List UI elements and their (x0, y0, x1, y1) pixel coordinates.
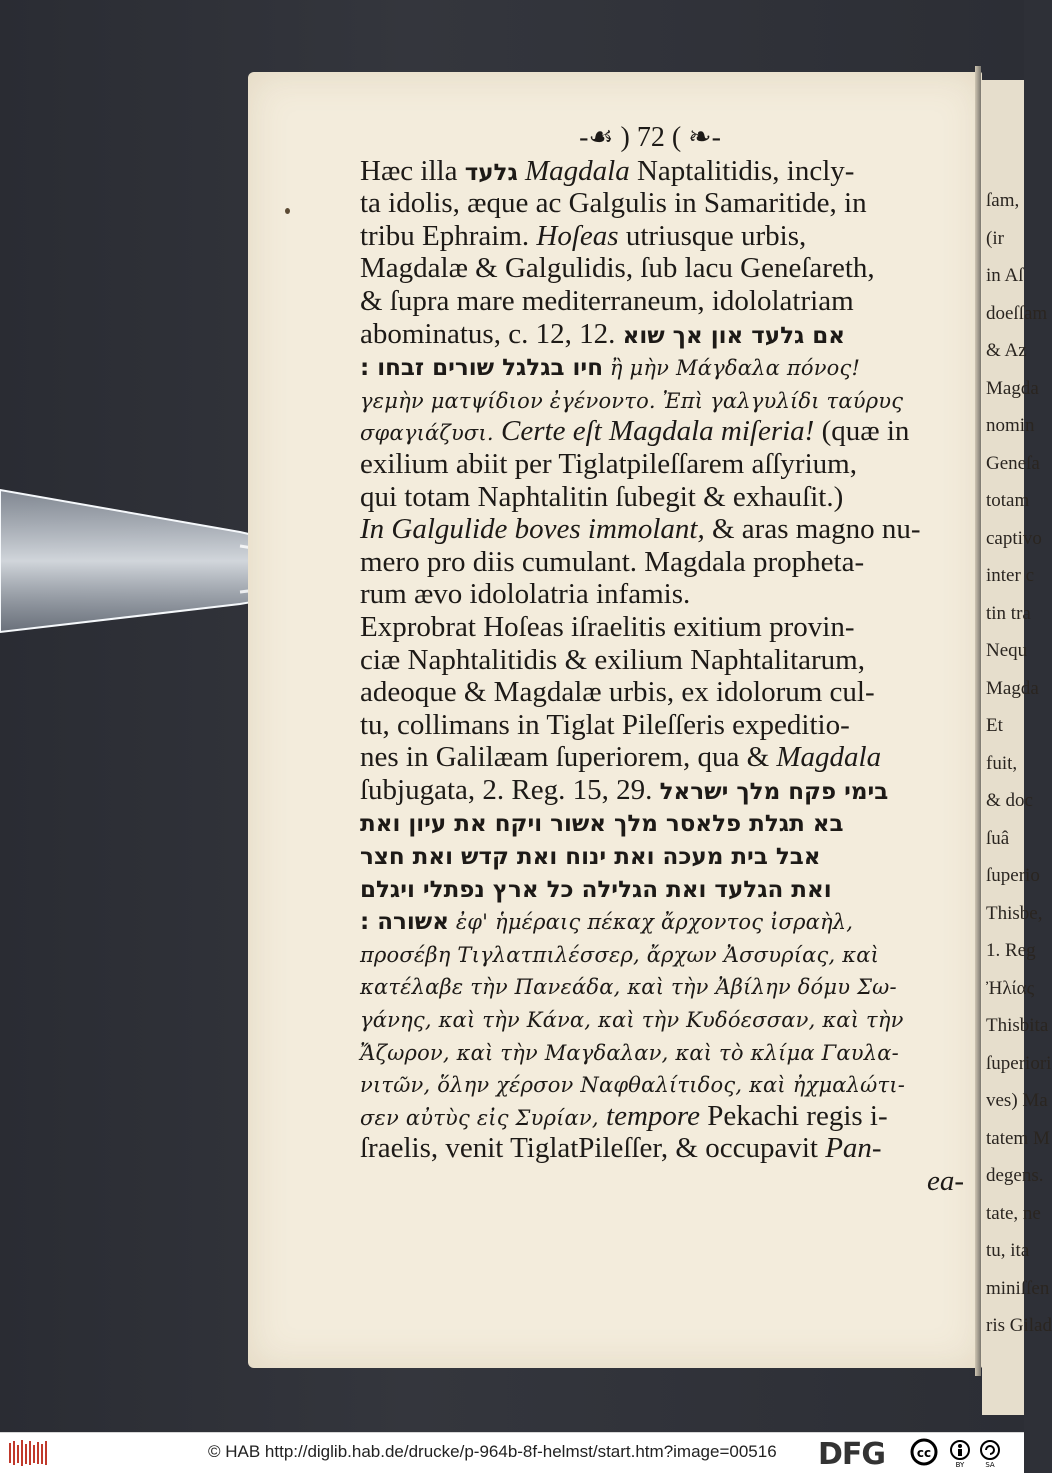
facing-page-line: & doc (986, 790, 1033, 811)
svg-text:cc: cc (916, 1446, 932, 1460)
text-line (360, 155, 950, 188)
dfg-logo[interactable]: DFG (818, 1437, 886, 1472)
facing-page-line: Et (986, 715, 1003, 736)
greek-text: γεμὴν ματψίδιον ἐγένοντο. Ἐπὶ γαλγυλίδι ταύρυς (360, 388, 904, 413)
page-number-header: -☙ ) 72 ( ❧- (579, 122, 721, 153)
facing-page-line: miniſſen (986, 1277, 1050, 1299)
latin-text: Pan- (825, 1132, 882, 1165)
by-label: BY (955, 1461, 965, 1469)
facing-page-line: totam (986, 490, 1030, 511)
facing-page-line: ris Gilad (986, 1315, 1052, 1336)
latin-text: Exprobrat Hoſeas iſraelitis exitium provin- (360, 610, 855, 643)
facing-page-line: Magda (986, 377, 1039, 399)
facing-page-line: doeſſam (986, 302, 1048, 324)
text-line (360, 1100, 950, 1133)
latin-text: abominatus, c. 12, 12. (360, 317, 623, 350)
latin-text: Pekachi regis i- (699, 1099, 888, 1132)
greek-text: νιτῶν, ὅλην χέρσον Ναφθαλίτιδος, καὶ ἠχμαλώτι- (360, 1073, 906, 1098)
hab-logo-icon[interactable] (8, 1439, 48, 1467)
hebrew-text: ואת הגלעד ואת הגלילה כל ארץ נפתלי ויגלם (360, 876, 832, 903)
facing-page-line: in Aſ (986, 265, 1024, 286)
facing-page-line: tin tra (986, 602, 1031, 624)
hebrew-text: אבל בית מעכה ואת ינוח ואת קדש ואת חצר (360, 844, 821, 871)
greek-text: κατέλαβε τὴν Πανεάδα, καὶ τὴν Ἀβίλην δόμυ Σω- (360, 975, 897, 1000)
text-line (360, 1035, 950, 1068)
text-line (360, 1067, 950, 1100)
facing-page-line: fuit, (986, 752, 1018, 774)
text-line (360, 839, 950, 872)
greek-text: γάνης, καὶ τὴν Κάνα, καὶ τὴν Κυδόεσσαν, καὶ τὴν (360, 1008, 904, 1033)
text-line (360, 513, 950, 546)
facing-page-line: ves) Ma (986, 1090, 1048, 1111)
facing-page-line: Thisbe, (986, 902, 1043, 924)
text-line (360, 448, 950, 481)
hebrew-text: בימי פקח מלך ישראל (659, 778, 889, 805)
cc-license-badge[interactable] (910, 1438, 1018, 1468)
latin-text: tempore (598, 1099, 700, 1132)
facing-page-line: ſuperio (986, 865, 1040, 886)
latin-text: ſraelis, venit TiglatPileſſer, & occupavit (360, 1132, 826, 1165)
text-line (360, 220, 950, 253)
facing-page-line: nomin (986, 415, 1035, 436)
hebrew-text: גלעד (464, 159, 518, 186)
facing-page-line: Magda (986, 677, 1039, 699)
hebrew-text: חיו בגלגל שורים זבחו : (360, 355, 604, 382)
latin-text: Hoſeas (536, 219, 619, 252)
text-line (360, 676, 950, 709)
text-line (360, 741, 950, 774)
latin-text: & aras magno nu- (704, 513, 921, 546)
page-text (360, 122, 964, 1198)
greek-text: προσέβη Τιγλατπιλέσσερ, ἄρχων Ἀσσυρίας, καὶ (360, 942, 880, 967)
latin-text: In Galgulide boves immolant, (360, 513, 705, 546)
greek-text: σφαγιάζυσι. (360, 421, 494, 446)
latin-text: mero pro diis cumulant. Magdala propheta- (360, 545, 865, 578)
greek-text: ἢ μὴν Μάγδαλα πόνος! (603, 356, 861, 381)
text-line (360, 1132, 950, 1165)
sa-label: SA (985, 1461, 995, 1469)
latin-text: utriusque urbis, (618, 219, 807, 252)
facing-page-fragment (982, 80, 1052, 1415)
latin-text: qui totam Naphtalitin ſubegit & exhauſit.) (360, 480, 844, 513)
latin-text: & ſupra mare mediterraneum, idololatriam (360, 284, 854, 317)
facing-page-line: & Az (986, 340, 1027, 361)
text-line (360, 872, 950, 905)
text-line (360, 1002, 950, 1035)
facing-page-line: Nequ (986, 640, 1028, 661)
latin-text: tribu Ephraim. (360, 219, 537, 252)
catchword: ea- (926, 1165, 964, 1197)
facing-page-line: Ἠλίας (986, 977, 1035, 999)
facing-page-line: ſam, (986, 190, 1020, 211)
latin-text: ſubjugata, 2. Reg. 15, 29. (360, 773, 660, 806)
greek-text: ἐφ' ἡμέραις πέκαχ ἄρχοντος ἰσραὴλ, (448, 910, 854, 935)
hebrew-text: בא תגלת פלאסר מלך אשור ויקח את עיון ואת (360, 811, 844, 838)
text-line (360, 350, 950, 383)
text-lines (360, 155, 950, 1165)
text-line (360, 937, 950, 970)
viewer-footer (0, 1432, 1024, 1473)
ink-spot (285, 208, 290, 214)
latin-text: rum ævo idololatria infamis. (360, 578, 691, 611)
facing-page-line: (ir (986, 227, 1004, 249)
latin-text: ciæ Naphtalitidis & exilium Naphtalitarum, (360, 643, 865, 676)
facing-page-line: captivo (986, 527, 1042, 549)
text-line (360, 709, 950, 742)
greek-text: σεν αὐτὺς εἰς Συρίαν, (360, 1105, 599, 1130)
text-line (360, 252, 950, 285)
latin-text: exilium abiit per Tiglatpileſſarem aſſyrium, (360, 447, 857, 480)
hebrew-text: אשורה : (360, 909, 449, 936)
permalink[interactable]: © HAB http://diglib.hab.de/drucke/p-964b-8f-helmst/start.htm?image=00516 (208, 1442, 777, 1461)
latin-text: Hæc illa (360, 154, 465, 187)
text-line (360, 318, 950, 351)
facing-page-line: Thisbita (986, 1015, 1049, 1036)
facing-page-line: ſuâ (986, 827, 1010, 849)
latin-text: Naptalitidis, incly- (629, 154, 855, 187)
latin-text: Magdala (776, 741, 882, 774)
facing-page-line: inter c (986, 565, 1035, 586)
latin-text: Magdalæ & Galgulidis, ſub lacu Geneſareth, (360, 252, 875, 285)
facing-page-line: tate, ne (986, 1202, 1041, 1224)
hebrew-text: אם גלעד און אך שוא (622, 322, 846, 349)
facing-page-line: degens. (986, 1165, 1044, 1186)
latin-text: Certe eſt Magdala miſeria! (493, 415, 815, 448)
facing-page-line: Geneſa (986, 452, 1040, 474)
facing-page-line: tatem M (986, 1127, 1050, 1149)
text-line (360, 644, 950, 677)
greek-text: Ἄζωρον, καὶ τὴν Μαγδαλαν, καὶ τὸ κλίμα Γαυλα- (360, 1040, 899, 1065)
text-line (360, 969, 950, 1002)
latin-text: nes in Galilæam ſuperiorem, qua & (360, 741, 777, 774)
latin-text: Magdala (517, 154, 630, 187)
text-line (360, 187, 950, 220)
text-line (360, 806, 950, 839)
page-edge (975, 66, 981, 1376)
text-line (360, 383, 950, 416)
text-line (360, 611, 950, 644)
text-line (360, 578, 950, 611)
text-line (360, 774, 950, 807)
text-line (360, 415, 950, 448)
text-line (360, 904, 950, 937)
text-line (360, 546, 950, 579)
text-line (360, 285, 950, 318)
latin-text: (quæ in (814, 415, 910, 448)
cc-icon (912, 1440, 936, 1464)
facing-page-line: tu, ita (986, 1240, 1030, 1261)
latin-text: ta idolis, æque ac Galgulis in Samaritide, in (360, 187, 867, 220)
facing-page-line: ſuperiori (986, 1052, 1052, 1074)
facing-page-line: 1. Reg (986, 940, 1036, 961)
latin-text: adeoque & Magdalæ urbis, ex idolorum cul- (360, 676, 875, 709)
latin-text: tu, collimans in Tiglat Pileſſeris expeditio- (360, 708, 850, 741)
text-line (360, 481, 950, 514)
